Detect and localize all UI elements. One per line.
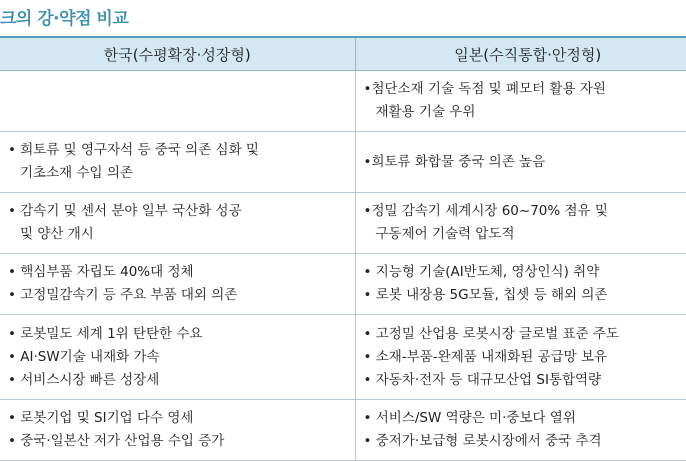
table-row bbox=[0, 193, 686, 254]
cell-line: • 희토류 및 영구자석 등 중국 의존 심화 및 bbox=[8, 139, 355, 162]
japan-cell bbox=[355, 193, 686, 254]
cell-line: • 서비스/SW 역량은 미·중보다 열위 bbox=[364, 407, 686, 430]
japan-cell bbox=[355, 400, 686, 461]
cell-line: • 자동차·전자 등 대규모산업 SI통합역량 bbox=[364, 369, 686, 392]
cell-line: • 중저가·보급형 로봇시장에서 중국 추격 bbox=[364, 430, 686, 453]
korea-cell bbox=[0, 400, 355, 461]
section-title: 크의 강·약점 비교 bbox=[0, 4, 128, 29]
cell-line: • AI·SW기술 내재화 가속 bbox=[8, 346, 355, 369]
cell-line: 및 양산 개시 bbox=[8, 223, 355, 246]
cell-line: • 중국·일본산 저가 산업용 수입 증가 bbox=[8, 430, 355, 453]
japan-cell bbox=[355, 132, 686, 193]
korea-cell bbox=[0, 132, 355, 193]
korea-cell bbox=[0, 254, 355, 315]
cell-line: 기초소재 수입 의존 bbox=[8, 162, 355, 185]
table-row bbox=[0, 254, 686, 315]
table-row bbox=[0, 400, 686, 461]
cell-line: • 로봇기업 및 SI기업 다수 영세 bbox=[8, 407, 355, 430]
japan-cell bbox=[355, 315, 686, 400]
header-korea: 한국(수평확장·성장형) bbox=[0, 37, 355, 71]
korea-cell bbox=[0, 71, 355, 132]
cell-line: • 고정밀 산업용 로봇시장 글로벌 표준 주도 bbox=[364, 323, 686, 346]
cell-line: • 서비스시장 빠른 성장세 bbox=[8, 369, 355, 392]
header-japan: 일본(수직통합·안정형) bbox=[355, 37, 686, 71]
cell-line: •희토류 화합물 중국 의존 높음 bbox=[364, 151, 686, 174]
japan-cell bbox=[355, 254, 686, 315]
korea-cell bbox=[0, 315, 355, 400]
cell-line: • 로봇 내장용 5G모듈, 칩셋 등 해외 의존 bbox=[364, 284, 686, 307]
comparison-table bbox=[0, 36, 686, 461]
cell-line: 구동제어 기술력 압도적 bbox=[364, 223, 686, 246]
cell-line: • 감속기 및 센서 분야 일부 국산화 성공 bbox=[8, 200, 355, 223]
cell-line: •정밀 감속기 세계시장 60~70% 점유 및 bbox=[364, 200, 686, 223]
table-row bbox=[0, 315, 686, 400]
cell-line: 재활용 기술 우위 bbox=[364, 101, 686, 124]
korea-cell bbox=[0, 193, 355, 254]
cell-line: • 소재-부품-완제품 내재화된 공급망 보유 bbox=[364, 346, 686, 369]
table-row bbox=[0, 71, 686, 132]
table-row bbox=[0, 132, 686, 193]
cell-line: • 로봇밀도 세계 1위 탄탄한 수요 bbox=[8, 323, 355, 346]
header-row bbox=[0, 37, 686, 71]
japan-cell bbox=[355, 71, 686, 132]
cell-line: • 핵심부품 자립도 40%대 정체 bbox=[8, 261, 355, 284]
cell-line: • 지능형 기술(AI반도체, 영상인식) 취약 bbox=[364, 261, 686, 284]
cell-line: • 고정밀감속기 등 주요 부품 대외 의존 bbox=[8, 284, 355, 307]
cell-line: •첨단소재 기술 독점 및 폐모터 활용 자원 bbox=[364, 78, 686, 101]
